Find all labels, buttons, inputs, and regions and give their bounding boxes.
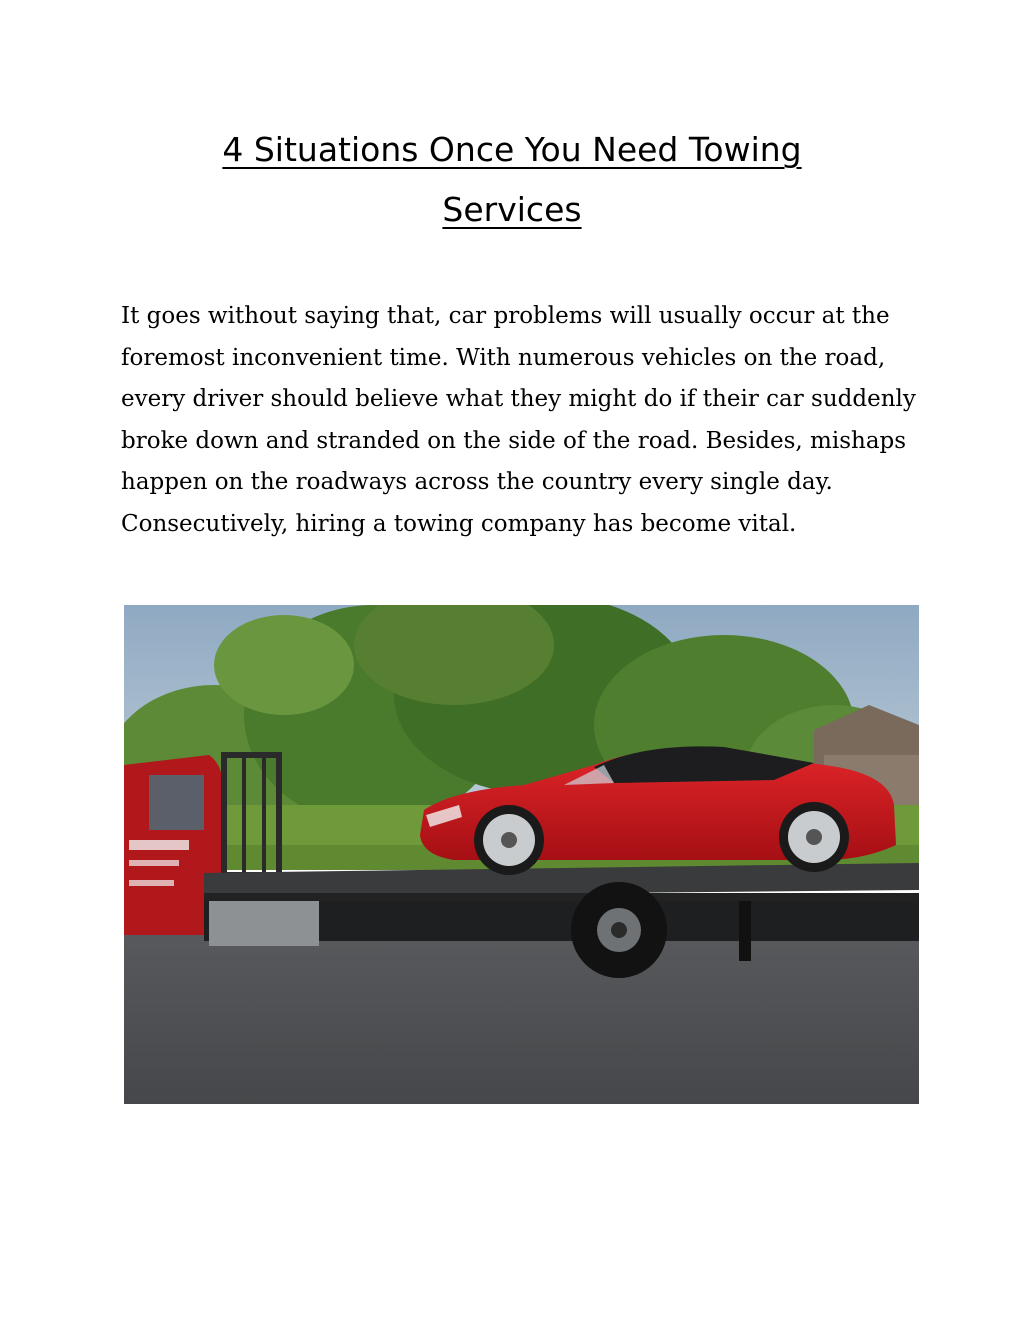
tow-truck-photo <box>124 605 919 1104</box>
title-line-2: Services <box>442 190 582 229</box>
intro-paragraph: It goes without saying that, car problems will usually occur at the foremost inconvenient time. With numerous vehicles on the road, every driver should believe what they might do if their car suddenly broke down and stranded on the side of the road. Besides, mishaps happen on the roadways across the country every single day. Consecutively, hiring a towing company has become vital. <box>121 303 916 537</box>
page-title <box>100 120 924 240</box>
title-line-1: 4 Situations Once You Need Towing <box>222 130 802 169</box>
